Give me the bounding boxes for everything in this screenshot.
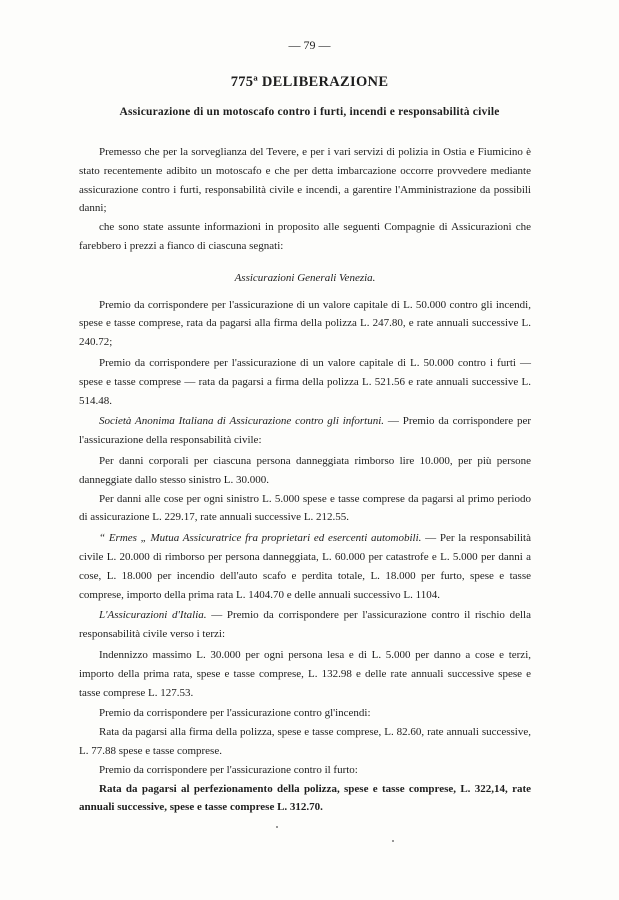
section-heading-generali: Assicurazioni Generali Venezia. [234,271,376,284]
italia-fire-premium: Rata da pagarsi alla firma della polizza, spese e tasse comprese, L. 82.60, rate annuali successive, L. 77.88 spese e tasse comprese. [79,726,531,757]
italia-paragraph [79,606,531,644]
intro-paragraph-2: che sono state assunte informazioni in proposito alle seguenti Compagnie di Assicurazioni che farebbero i prezzi a fianco di ciascuna segnati: [79,221,531,252]
scan-speck [392,840,394,842]
company-name-ermes: “ Ermes „ Mutua Assicuratrice fra proprietari ed esercenti automobili. [99,532,422,545]
scan-speck [276,826,278,828]
societa-property-damage: Per danni alle cose per ogni sinistro L. 5.000 spese e tasse comprese da pagarsi al primo periodo di assicurazione L. 229.17, rate annuali successive L. 212.55. [79,492,531,524]
intro-paragraph: Premesso che per la sorveglianza del Tevere, e per i vari servizi di polizia in Ostia e Fiumicino è stato recentemente adibito un motoscafo e che per detta imbarcazione occorre provvedere mediante assicurazione contro i furti, responsabilità civile e incendi, a garentire l'Amministrazione da possibili danni; [79,146,531,215]
deliberation-subtitle: Assicurazione di un motoscafo contro i furti, incendi e responsabilità civile [119,106,500,118]
generali-theft-premium: Premio da corrispondere per l'assicurazione di un valore capitale di L. 50.000 contro i furti — spese e tasse comprese — rata da pagarsi a firma della polizza L. 521.56 e rate annuali successive L. 514.48. [79,356,531,407]
ermes-text: — Per la responsabilità civile L. 20.000 di rimborso per persona danneggiata, L. 60.000 per catastrofe e L. 5.000 per danni a cose, L. 18.000 per incendio dell'auto scafo e perdita totale, L. 18.000 per furto, spese e tasse comprese, importo della prima rata L. 1404.70 e delle annuali successivo L. 1104. [79,532,531,601]
page-number: — 79 — [288,38,331,52]
company-name-societa: Società Anonima Italiana di Assicurazione contro gli infortuni. [99,415,385,428]
company-name-italia: L'Assicurazioni d'Italia. [99,609,207,622]
italia-theft-premium: Rata da pagarsi al perfezionamento della polizza, spese e tasse comprese, L. 322,14, rate annuali successive, spese e tasse comprese L. 312.70. [79,782,531,814]
deliberation-title: 775ª DELIBERAZIONE [230,74,389,90]
italia-theft-premium-label: Premio da corrispondere per l'assicurazione contro il furto: [99,763,358,776]
societa-text: — Premio da corrispondere per l'assicurazione della responsabilità civile: [79,415,531,447]
societa-bodily-damage: Per danni corporali per ciascuna persona danneggiata rimborso lire 10.000, per più persone danneggiate dallo stesso sinistro L. 30.000. [79,454,531,486]
italia-text: — Premio da corrispondere per l'assicurazione contro il rischio della responsabilità civile verso i terzi: [79,609,531,641]
generali-fire-premium: Premio da corrispondere per l'assicurazione di un valore capitale di L. 50.000 contro gli incendi, spese e tasse comprese, rata da pagarsi alla firma della polizza L. 247.80, e rate annuali successive L. 240.72; [79,298,531,349]
italia-fire-premium-label: Premio da corrispondere per l'assicurazione contro gl'incendi: [99,707,371,720]
italia-indemnity: Indennizzo massimo L. 30.000 per ogni persona lesa e di L. 5.000 per danno a cose e terzi, importo della prima rata, spese e tasse comprese, L. 132.98 e delle rate annuali successive spese e tasse comprese L. 127.53. [79,648,531,699]
document-body [79,143,531,817]
ermes-paragraph [79,529,531,604]
societa-paragraph [79,412,531,450]
